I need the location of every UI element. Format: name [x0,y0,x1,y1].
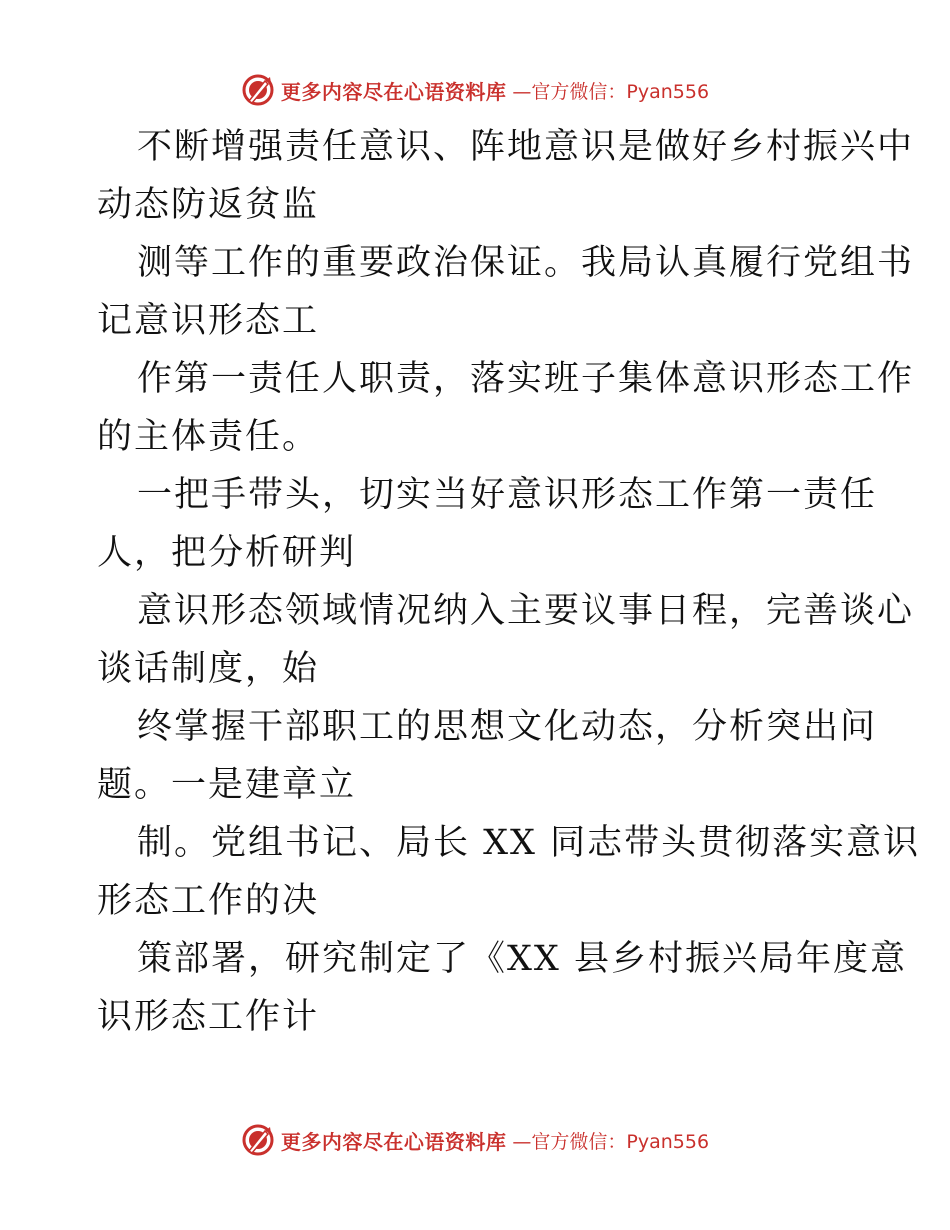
header-banner-wechat: —官方微信：Pyan556 [512,80,710,103]
body-text-line: 人，把分析研判 [97,533,357,573]
body-text-line: 测等工作的重要政治保证。我局认真履行党组书 [137,243,915,283]
footer-banner [0,1120,950,1160]
footer-banner-title: 更多内容尽在心语资料库 [280,1129,507,1154]
body-text-line: 作第一责任人职责，落实班子集体意识形态工作 [137,359,915,399]
body-text-line: 一把手带头，切实当好意识形态工作第一责任 [137,475,878,515]
document-body [97,118,921,1046]
body-text-line: 终掌握干部职工的思想文化动态，分析突出问 [137,707,878,747]
header-banner-title: 更多内容尽在心语资料库 [280,79,507,104]
header-banner-content [241,73,709,107]
body-text-line: 意识形态领域情况纳入主要议事日程，完善谈心 [137,591,915,631]
body-text-line: 题。一是建章立 [97,765,357,805]
body-text-line: 不断增强责任意识、阵地意识是做好乡村振兴中 [137,127,915,167]
body-text-line: 谈话制度，始 [97,649,320,689]
body-text-line: 动态防返贫监 [97,185,320,225]
body-text-line: 的主体责任。 [97,417,320,457]
footer-banner-content [241,1123,709,1157]
quill-pen-logo-icon [241,73,275,107]
footer-banner-wechat: —官方微信：Pyan556 [512,1130,710,1153]
body-text-line: 策部署，研究制定了《XX 县乡村振兴局年度意 [137,939,907,979]
quill-pen-logo-icon [241,1123,275,1157]
body-text-line: 记意识形态工 [97,301,320,341]
body-text-line: 制。党组书记、局长 XX 同志带头贯彻落实意识 [137,823,921,863]
body-text-line: 形态工作的决 [97,881,320,921]
header-banner [0,70,950,110]
body-text-line: 识形态工作计 [97,997,320,1037]
